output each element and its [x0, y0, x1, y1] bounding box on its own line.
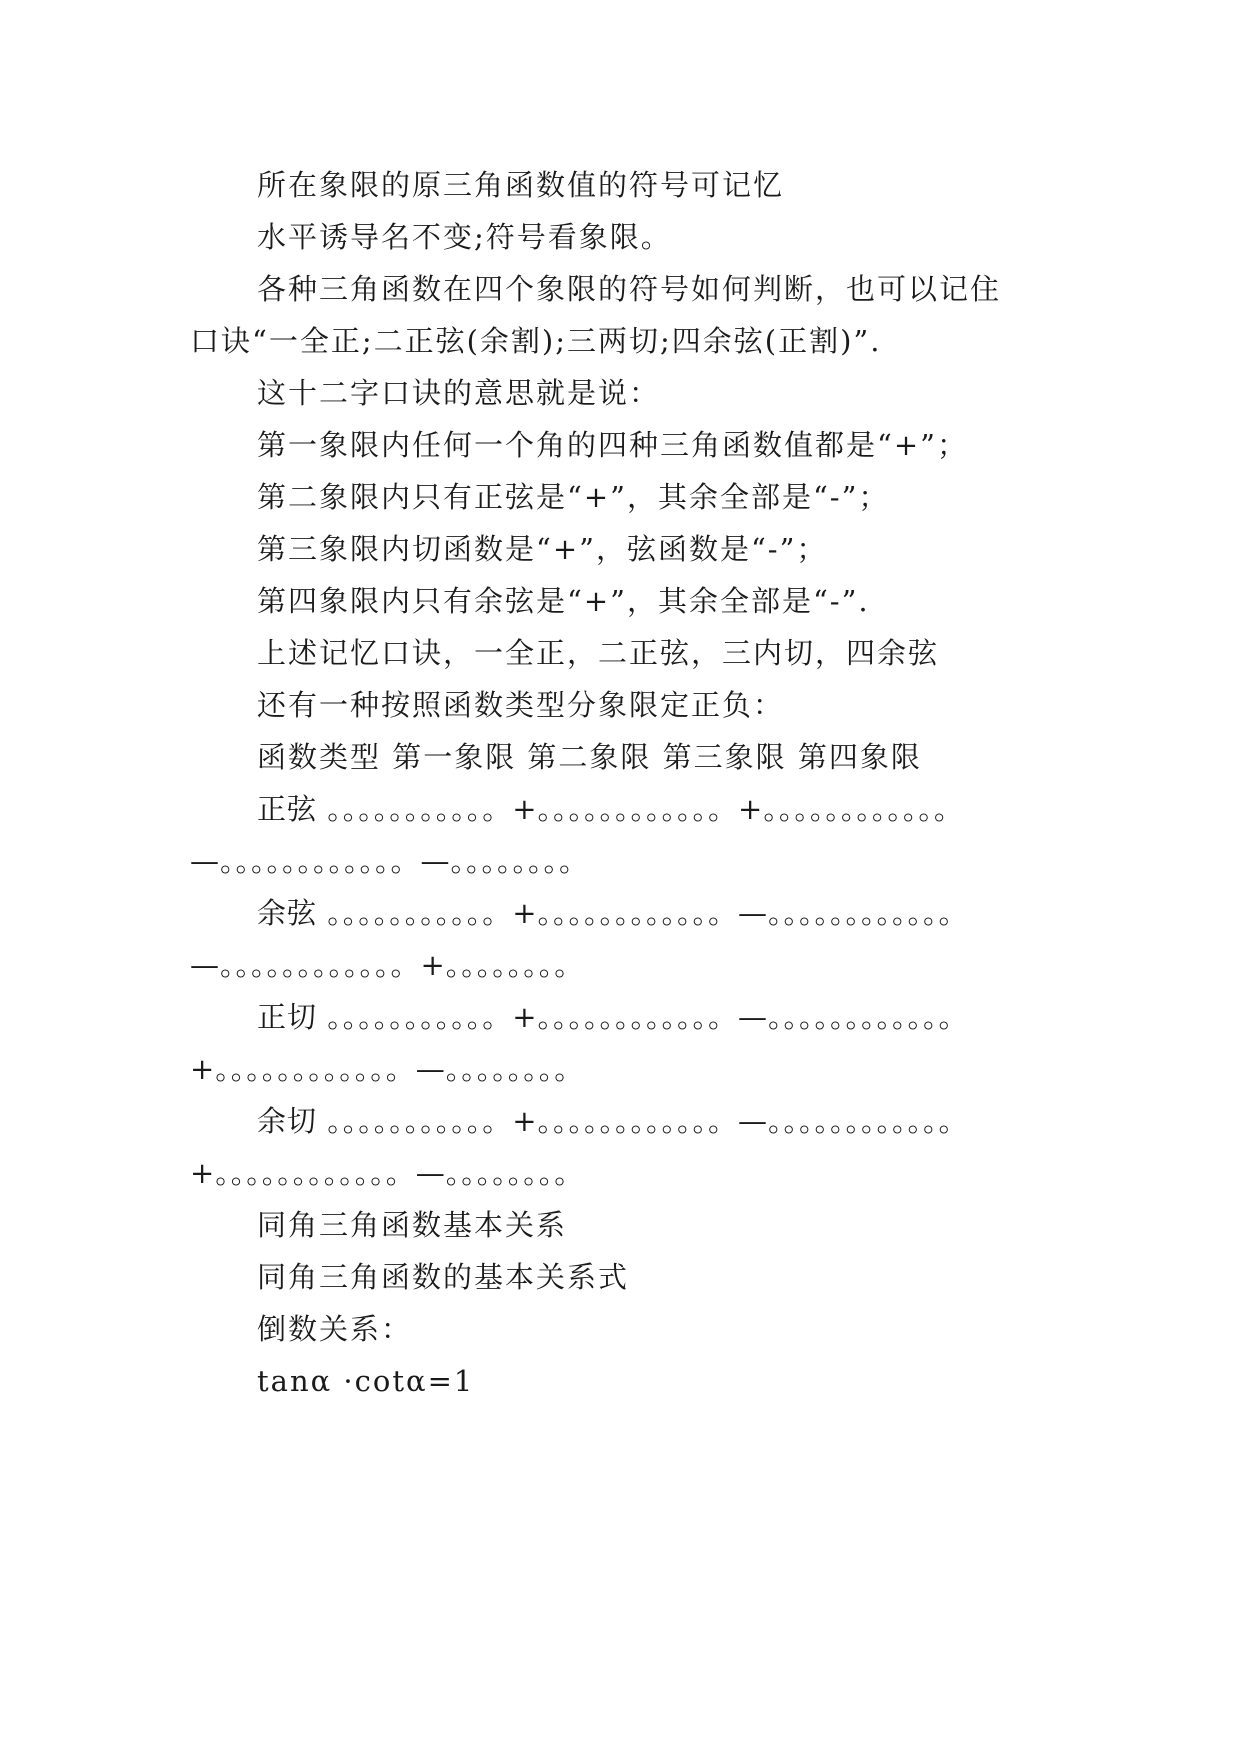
section-heading: 同角三角函数基本关系	[257, 1208, 568, 1242]
sign-row-tangent: 正切 。。。。。。。。。。。+。。。。。。。。。。。。—。。。。。。。。。。。。	[257, 1000, 969, 1034]
text-line: 第二象限内只有正弦是“+”，其余全部是“-”；	[257, 480, 890, 514]
text-line: 第一象限内任何一个角的四种三角函数值都是“+”；	[257, 428, 968, 462]
sign-row-cosine-cont: —。。。。。。。。。。。。+。。。。。。。。	[190, 948, 585, 982]
text-line: 倒数关系：	[257, 1312, 413, 1346]
sign-row-sine-cont: —。。。。。。。。。。。。—。。。。。。。。	[190, 844, 590, 878]
sign-row-tangent-cont: +。。。。。。。。。。。。—。。。。。。。。	[190, 1052, 585, 1086]
text-line: 口诀“一全正;二正弦(余割);三两切;四余弦(正割)”.	[190, 324, 882, 358]
text-line: 第三象限内切函数是“+”，弦函数是“-”；	[257, 532, 828, 566]
sign-row-cosine: 余弦 。。。。。。。。。。。+。。。。。。。。。。。。—。。。。。。。。。。。。	[257, 896, 969, 930]
text-line: 这十二字口诀的意思就是说：	[257, 376, 661, 410]
text-line: 第四象限内只有余弦是“+”，其余全部是“-”.	[257, 584, 870, 618]
text-line: 同角三角函数的基本关系式	[257, 1260, 630, 1294]
table-header-line: 函数类型 第一象限 第二象限 第三象限 第四象限	[257, 740, 922, 774]
text-line: 水平诱导名不变;符号看象限。	[257, 220, 672, 254]
text-line: 还有一种按照函数类型分象限定正负：	[257, 688, 785, 722]
text-line: 上述记忆口诀，一全正，二正弦，三内切，四余弦	[257, 636, 940, 670]
text-line: 所在象限的原三角函数值的符号可记忆	[257, 168, 785, 202]
sign-row-cotangent: 余切 。。。。。。。。。。。+。。。。。。。。。。。。—。。。。。。。。。。。。	[257, 1104, 969, 1138]
formula-line: tanα ·cotα=1	[257, 1364, 475, 1398]
sign-row-sine: 正弦 。。。。。。。。。。。+。。。。。。。。。。。。+。。。。。。。。。。。。	[257, 792, 964, 826]
text-line: 各种三角函数在四个象限的符号如何判断，也可以记住	[257, 272, 1002, 306]
sign-row-cotangent-cont: +。。。。。。。。。。。。—。。。。。。。。	[190, 1156, 585, 1190]
